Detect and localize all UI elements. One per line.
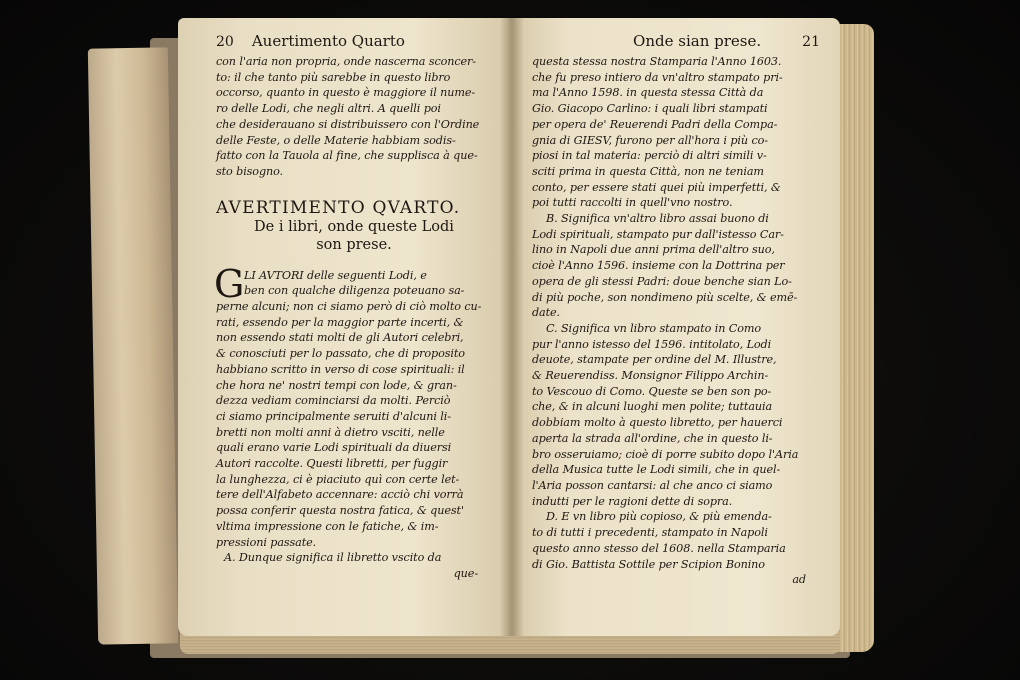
subheading-line: De i libri, onde queste Lodi xyxy=(254,218,454,235)
text-line: di Gio. Battista Sottile per Scipion Bonino xyxy=(532,557,765,571)
section-heading: AVERTIMENTO QVARTO. xyxy=(216,197,461,218)
text-line: lino in Napoli due anni prima dell'altro suo, xyxy=(532,243,775,257)
text-line: to di tutti i precedenti, stampato in Napoli xyxy=(532,526,768,540)
text-line: dezza vediam cominciarsi da molti. Perciò xyxy=(216,394,451,408)
text-line: date. xyxy=(532,306,561,320)
text-line: fatto con la Tauola al fine, che supplisca à que- xyxy=(216,149,478,163)
text-line: tere dell'Alfabeto accennare: acciò chi vorrà xyxy=(216,488,464,502)
text-line: rati, essendo per la maggior parte incerti, & xyxy=(216,315,464,329)
text-line: bretti non molti anni à dietro vsciti, nelle xyxy=(216,425,445,439)
text-line: possa conferir questa nostra fatica, & quest' xyxy=(216,504,464,518)
text-line: cioè l'Anno 1596. insieme con la Dottrina per xyxy=(532,259,785,273)
text-line: che, & in alcuni luoghi men polite; tuttauia xyxy=(532,400,773,414)
text-line: Gio. Giacopo Carlino: i quali libri stampati xyxy=(532,102,768,116)
page-fore-edge xyxy=(836,24,874,652)
text-line: ben con qualche diligenza poteuano sa- xyxy=(244,284,465,298)
left-page xyxy=(178,18,512,636)
text-line: dobbiam molto à questo libretto, per hauerci xyxy=(532,416,783,430)
text-line: conto, per essere stati quei più imperfetti, & xyxy=(532,180,781,194)
subheading-line: son prese. xyxy=(316,236,392,253)
text-line: pur l'anno istesso del 1596. intitolato, Lodi xyxy=(532,337,772,351)
text-line: to: il che tanto più sarebbe in questo libro xyxy=(216,70,451,84)
text-line: quali erano varie Lodi spirituali da diuersi xyxy=(216,441,452,455)
text-line: Lodi spirituali, stampato pur dall'istesso Car- xyxy=(532,227,784,241)
left-page-number: 20 xyxy=(216,34,234,50)
text-line: habbiano scritto in verso di cose spirituali: il xyxy=(216,362,465,376)
text-line: sciti prima in questa Città, non ne teniam xyxy=(532,164,764,178)
book-gutter xyxy=(500,18,524,636)
left-page-header xyxy=(216,32,492,54)
text-line: della Musica tutte le Lodi simili, che in quel- xyxy=(532,463,781,477)
text-line: D. E vn libro più copioso, & più emenda- xyxy=(546,510,772,524)
text-line: che hora ne' nostri tempi con lode, & gran- xyxy=(216,378,457,392)
text-line: to Vescouo di Como. Queste se ben son po- xyxy=(532,384,772,398)
text-line: deuote, stampate per ordine del M. Illustre, xyxy=(532,353,777,367)
right-page xyxy=(510,18,840,636)
text-line: piosi in tal materia: perciò di altri simili v- xyxy=(532,149,767,163)
right-running-title: Onde sian prese. xyxy=(633,32,762,50)
text-line: pressioni passate. xyxy=(216,535,317,549)
text-line: non essendo stati molti de gli Autori celebri, xyxy=(216,331,464,345)
right-page-header xyxy=(532,32,820,54)
text-line: che desiderauano si distribuissero con l'Ordine xyxy=(216,117,480,131)
text-line: che fu preso intiero da vn'altro stampato pri- xyxy=(532,70,783,84)
text-line: B. Significa vn'altro libro assai buono di xyxy=(546,212,769,226)
text-line: occorso, quanto in questo è maggiore il nume- xyxy=(216,86,476,100)
text-line: questa stessa nostra Stamparia l'Anno 1603. xyxy=(532,55,782,68)
text-line: ma l'Anno 1598. in questa stessa Città da xyxy=(532,86,764,100)
vellum-binding-flap xyxy=(88,47,178,644)
text-line: indutti per le ragioni dette di sopra. xyxy=(532,494,733,508)
left-top-text xyxy=(216,54,492,180)
text-line: di più poche, son nondimeno più scelte, & emē- xyxy=(532,290,798,304)
text-line: vltima impressione con le fatiche, & im- xyxy=(216,519,439,533)
text-line: questo anno stesso del 1608. nella Stamparia xyxy=(532,541,786,555)
text-line: C. Significa vn libro stampato in Como xyxy=(546,321,762,335)
text-line: delle Feste, o delle Materie habbiam sodis- xyxy=(216,133,456,147)
text-line: poi tutti raccolti in quell'vno nostro. xyxy=(532,196,733,210)
right-body-text xyxy=(532,54,820,588)
drop-cap: G xyxy=(214,261,245,306)
text-line: con l'aria non propria, onde nascerna sconcer- xyxy=(216,55,476,68)
text-line: ci siamo principalmente seruiti d'alcuni li- xyxy=(216,409,451,423)
catchword: ad xyxy=(792,573,806,587)
text-line: LI AVTORI delle seguenti Lodi, e xyxy=(244,268,427,282)
section-subheading xyxy=(216,218,492,254)
text-line: gnia di GIESV, furono per all'hora i più co- xyxy=(532,133,768,147)
text-line: aperta la strada all'ordine, che in questo li- xyxy=(532,431,773,445)
catchword: que- xyxy=(453,566,478,580)
text-line: & Reuerendiss. Monsignor Filippo Archin- xyxy=(532,369,769,383)
text-line: ro delle Lodi, che negli altri. A quelli poi xyxy=(216,102,441,116)
text-line: per opera de' Reuerendi Padri della Compa- xyxy=(532,117,778,131)
text-line: sto bisogno. xyxy=(216,164,284,178)
left-running-title: Auertimento Quarto xyxy=(251,32,405,50)
text-line: la lunghezza, ci è piaciuto quì con certe let- xyxy=(216,472,460,486)
text-line: Autori raccolte. Questi libretti, per fuggir xyxy=(216,457,448,471)
left-body-text xyxy=(214,261,492,582)
text-line: & conosciuti per lo passato, che di proposito xyxy=(216,347,465,361)
text-line: opera de gli stessi Padri: doue benche sian Lo- xyxy=(532,274,792,288)
text-line: A. Dunque significa il libretto vscito da xyxy=(224,551,442,565)
text-line: bro osseruiamo; cioè di porre subito dopo l'Aria xyxy=(532,447,799,461)
text-line: perne alcuni; non ci siamo però di ciò molto cu- xyxy=(216,300,482,314)
right-page-number: 21 xyxy=(802,34,820,50)
text-line: l'Aria posson cantarsi: al che anco ci siamo xyxy=(532,478,773,492)
